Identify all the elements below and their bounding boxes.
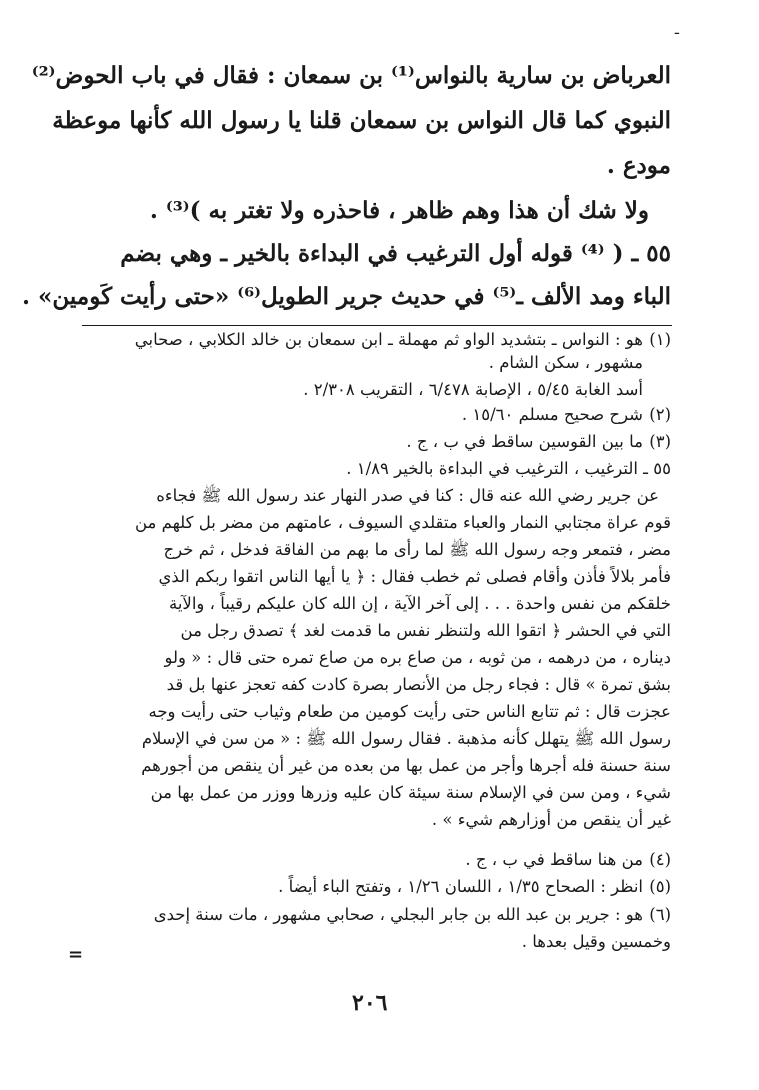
- footnote-55-source: ٥٥ ـ الترغيب ، الترغيب في البداءة بالخير ١/٨٩ .: [346, 459, 671, 478]
- footnote-number-3: (٣): [649, 432, 671, 451]
- footnote-separator: [82, 325, 672, 326]
- footnote-5: انظر : الصحاح ١/٣٥ ، اللسان ١/٢٦ ، وتفتح الباء أيضاً .: [278, 877, 643, 896]
- main-text-line-2: النبوي كما قال النواس بن سمعان قلنا يا رسول الله كأنها موعظة: [52, 107, 671, 134]
- hadith-line-4: فأمر بلالاً فأذن وأقام فصلى ثم خطب فقال : ﴿ يا أيها الناس اتقوا ربكم الذي: [158, 567, 671, 586]
- hadith-line-9: عجزت قال : ثم تتابع الناس حتى رأيت كومين من طعام وثياب حتى رأيت وجه: [148, 702, 671, 721]
- footnote-3: ما بين القوسين ساقط في ب ، ج .: [406, 432, 643, 451]
- hadith-line-10: رسول الله ﷺ يتهلل كأنه مذهبة . فقال رسول الله ﷺ : « من سن في الإسلام: [141, 729, 671, 748]
- footnote-number-5: (٥): [649, 877, 671, 896]
- footnote-4: من هنا ساقط في ب ، ج .: [465, 850, 643, 869]
- hadith-line-2: قوم عراة مجتابي النمار والعباء متقلدي السيوف ، عامتهم من مضر بل كلهم من: [134, 513, 671, 532]
- main-text-line-3: مودع .: [606, 152, 671, 179]
- main-text-line-1: العرباض بن سارية بالنواس⁽¹⁾ بن سمعان : فقال في باب الحوض⁽²⁾: [31, 62, 671, 89]
- hadith-line-11: سنة حسنة فله أجرها وأجر من عمل بها من بعده من غير أن ينقص من أجورهم: [141, 756, 671, 775]
- hadith-line-7: ديناره ، من درهمه ، من ثوبه ، من صاع بره من صاع تمره حتى قال : « ولو: [164, 648, 671, 667]
- hadith-line-6: التي في الحشر ﴿ اتقوا الله ولتنظر نفس ما قدمت لغد ﴾ تصدق رجل من: [180, 621, 671, 640]
- footnote-2: شرح صحيح مسلم ١٥/٦٠ .: [461, 405, 643, 424]
- main-text-line-4: ولا شك أن هذا وهم ظاهر ، فاحذره ولا تغتر به )⁽³⁾ .: [149, 197, 649, 224]
- main-text-line-5: ٥٥ ـ ( ⁽⁴⁾ قوله أول الترغيب في البداءة بالخير ـ وهي بضم: [120, 240, 671, 267]
- footnote-number-6: (٦): [649, 905, 671, 924]
- hadith-line-5: خلقكم من نفس واحدة . . . إلى آخر الآية ، إن الله كان عليكم رقيباً ، والآية: [168, 594, 671, 613]
- main-text-line-6: الباء ومد الألف ـ⁽⁵⁾ في حديث جرير الطويل⁽⁶⁾ «حتى رأيت كَومين» .: [22, 283, 671, 310]
- footnote-6-line-2: وخمسين وقيل بعدها .: [521, 932, 671, 951]
- hadith-line-1: عن جرير رضي الله عنه قال : كنا في صدر النهار عند رسول الله ﷺ فجاءه: [156, 486, 659, 505]
- footnote-number-1: (١): [649, 330, 671, 349]
- hadith-line-3: مضر ، فتمعر وجه رسول الله ﷺ لما رأى ما بهم من الفاقة فدخل ، ثم خرج: [163, 540, 671, 559]
- hadith-line-13: غير أن ينقص من أوزارهم شيء » .: [431, 810, 671, 829]
- footnote-6-line-1: هو : جرير بن عبد الله بن جابر البجلي ، صحابي مشهور ، مات سنة إحدى: [153, 905, 643, 924]
- continuation-mark: =: [68, 944, 84, 965]
- footnote-1-line-3: أسد الغابة ٥/٤٥ ، الإصابة ٦/٤٧٨ ، التقريب ٢/٣٠٨ .: [303, 380, 643, 399]
- footnote-1-line-1: هو : النواس ـ بتشديد الواو ثم مهملة ـ ابن سمعان بن خالد الكلابي ، صحابي: [134, 330, 643, 349]
- hadith-line-12: شيء ، ومن سن في الإسلام سنة سيئة كان عليه وزرها ووزر من عمل بها من: [150, 783, 671, 802]
- footnote-number-2: (٢): [649, 405, 671, 424]
- top-dash-mark: ـ: [674, 22, 679, 38]
- page-number: ٢٠٦: [352, 990, 388, 1016]
- hadith-line-8: بشق تمرة » قال : فجاء رجل من الأنصار بصرة كادت كفه تعجز عنها بل قد: [166, 675, 671, 694]
- footnote-number-4: (٤): [649, 850, 671, 869]
- footnote-1-line-2: مشهور ، سكن الشام .: [488, 353, 643, 372]
